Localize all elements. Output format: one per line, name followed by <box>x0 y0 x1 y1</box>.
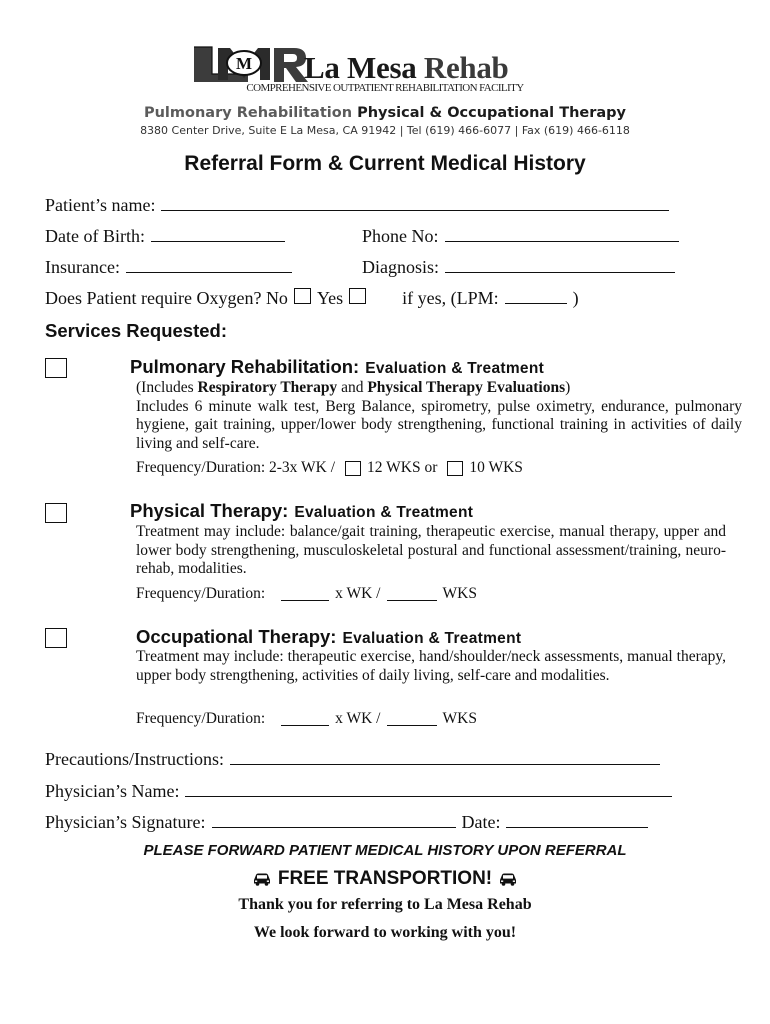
pulmonary-title: Pulmonary Rehabilitation: <box>130 356 360 377</box>
pulmonary-10wks-label: 10 WKS <box>469 459 523 476</box>
program-therapy: Physical & Occupational Therapy <box>357 105 627 121</box>
lpm-prefix: if yes, (LPM: <box>402 288 499 308</box>
ot-wks: WKS <box>442 710 477 727</box>
pulmonary-frequency <box>136 459 523 477</box>
phone-row <box>362 225 679 247</box>
diagnosis-label: Diagnosis: <box>362 257 440 277</box>
logo-name <box>304 50 509 86</box>
physical-therapy-title-row <box>130 500 473 522</box>
pulmonary-subtitle: Evaluation & Treatment <box>365 360 545 377</box>
oxygen-yes-checkbox[interactable] <box>349 288 366 304</box>
physician-signature-field[interactable] <box>212 811 456 828</box>
lmr-logo-icon <box>190 44 310 84</box>
physician-name-field[interactable] <box>185 780 672 797</box>
pulmonary-incl-open: (Includes <box>136 379 198 396</box>
occupational-therapy-checkbox[interactable] <box>45 628 67 648</box>
oxygen-row <box>45 287 579 309</box>
program-line <box>0 105 770 121</box>
phone-label: Phone No: <box>362 226 439 246</box>
program-pulmonary: Pulmonary Rehabilitation <box>143 105 353 121</box>
insurance-field[interactable] <box>126 256 292 273</box>
forward-history-notice: PLEASE FORWARD PATIENT MEDICAL HISTORY UPON REFERRAL <box>143 842 627 859</box>
physical-therapy-description: Treatment may include: balance/gait training, therapeutic exercise, manual therapy, upper and lower body strengthening, musculoskeletal postural and functional assessment/training, neuro-rehab, modalities. <box>136 523 726 577</box>
oxygen-no-label: No <box>265 288 288 308</box>
insurance-row <box>45 256 292 278</box>
pulmonary-body: Includes 6 minute walk test, Berg Balance, spirometry, pulse oximetry, endurance, pulmonary hygiene, gait training, upper/lower body strengthening, functional training in activities of daily living and self-care. <box>136 397 742 452</box>
pulmonary-freq-label: Frequency/Duration: 2-3x WK / <box>136 459 336 476</box>
precautions-field[interactable] <box>230 748 660 765</box>
occupational-therapy-description: Treatment may include: therapeutic exercise, hand/shoulder/neck assessments, manual therapy, upper body strengthening, activities of daily living, self-care and modalities. <box>136 648 726 684</box>
ot-times-per-week-field[interactable] <box>281 713 329 726</box>
date-label: Date: <box>461 812 501 832</box>
dob-label: Date of Birth: <box>45 226 145 246</box>
patient-name-field[interactable] <box>161 194 669 211</box>
physician-signature-label: Physician’s Signature: <box>45 812 206 832</box>
physician-name-row <box>45 780 672 802</box>
logo <box>190 44 590 84</box>
physical-therapy-checkbox[interactable] <box>45 503 67 523</box>
oxygen-question: Does Patient require Oxygen? <box>45 288 262 308</box>
patient-name-label: Patient’s name: <box>45 195 156 215</box>
insurance-label: Insurance: <box>45 257 120 277</box>
pt-x-wk: x WK / <box>335 585 381 602</box>
occupational-therapy-title: Occupational Therapy: <box>136 626 337 647</box>
pulmonary-incl-close: ) <box>565 379 571 396</box>
address: 8380 Center Drive, Suite E La Mesa, CA 91942 | Tel (619) 466-6077 | Fax (619) 466-6118 <box>140 124 630 137</box>
ot-weeks-field[interactable] <box>387 713 437 726</box>
precautions-label: Precautions/Instructions: <box>45 749 224 769</box>
car-icon <box>252 872 272 886</box>
precautions-row <box>45 748 660 770</box>
occupational-therapy-frequency <box>136 710 477 728</box>
physical-therapy-title: Physical Therapy: <box>130 500 289 521</box>
look-forward-text: We look forward to working with you! <box>253 924 517 941</box>
lpm-field[interactable] <box>505 287 567 304</box>
occupational-therapy-title-row <box>136 626 521 648</box>
car-icon <box>498 872 518 886</box>
physical-therapy-subtitle: Evaluation & Treatment <box>294 504 474 521</box>
oxygen-yes-label: Yes <box>316 288 344 308</box>
free-transportation-text: FREE TRANSPORTION! <box>277 868 493 889</box>
pulmonary-incl-and: and <box>337 379 368 396</box>
pulmonary-includes <box>136 379 742 398</box>
pulmonary-title-row <box>130 356 544 378</box>
dob-field[interactable] <box>151 225 285 242</box>
logo-name-part2: Rehab <box>423 50 509 85</box>
pt-freq-label: Frequency/Duration: <box>136 585 266 602</box>
phone-field[interactable] <box>445 225 679 242</box>
occupational-therapy-subtitle: Evaluation & Treatment <box>342 630 522 647</box>
pulmonary-incl-pt: Physical Therapy Evaluations <box>367 379 566 396</box>
diagnosis-field[interactable] <box>445 256 675 273</box>
pulmonary-12wks-label: 12 WKS or <box>367 459 438 476</box>
pt-weeks-field[interactable] <box>387 588 437 601</box>
tagline: COMPREHENSIVE OUTPATIENT REHABILITATION FACILITY <box>246 82 524 94</box>
dob-row <box>45 225 285 247</box>
patient-name-row <box>45 194 669 216</box>
physician-signature-row <box>45 811 648 833</box>
services-heading: Services Requested: <box>45 320 228 341</box>
thank-you-text: Thank you for referring to La Mesa Rehab <box>238 896 532 913</box>
ot-x-wk: x WK / <box>335 710 381 727</box>
svg-text:M: M <box>235 54 253 73</box>
diagnosis-row <box>362 256 675 278</box>
ot-freq-label: Frequency/Duration: <box>136 710 266 727</box>
pulmonary-12wks-checkbox[interactable] <box>345 461 361 476</box>
lpm-suffix: ) <box>572 288 579 308</box>
physical-therapy-frequency <box>136 585 477 603</box>
pulmonary-description <box>136 379 742 453</box>
oxygen-no-checkbox[interactable] <box>294 288 311 304</box>
pt-times-per-week-field[interactable] <box>281 588 329 601</box>
pulmonary-10wks-checkbox[interactable] <box>447 461 463 476</box>
logo-name-part1: La Mesa <box>304 50 417 85</box>
date-field[interactable] <box>506 811 648 828</box>
free-transportation-banner <box>0 868 770 890</box>
form-title: Referral Form & Current Medical History <box>184 152 586 175</box>
pulmonary-incl-respiratory: Respiratory Therapy <box>197 379 338 396</box>
pulmonary-checkbox[interactable] <box>45 358 67 378</box>
pt-wks: WKS <box>442 585 477 602</box>
physician-name-label: Physician’s Name: <box>45 781 180 801</box>
